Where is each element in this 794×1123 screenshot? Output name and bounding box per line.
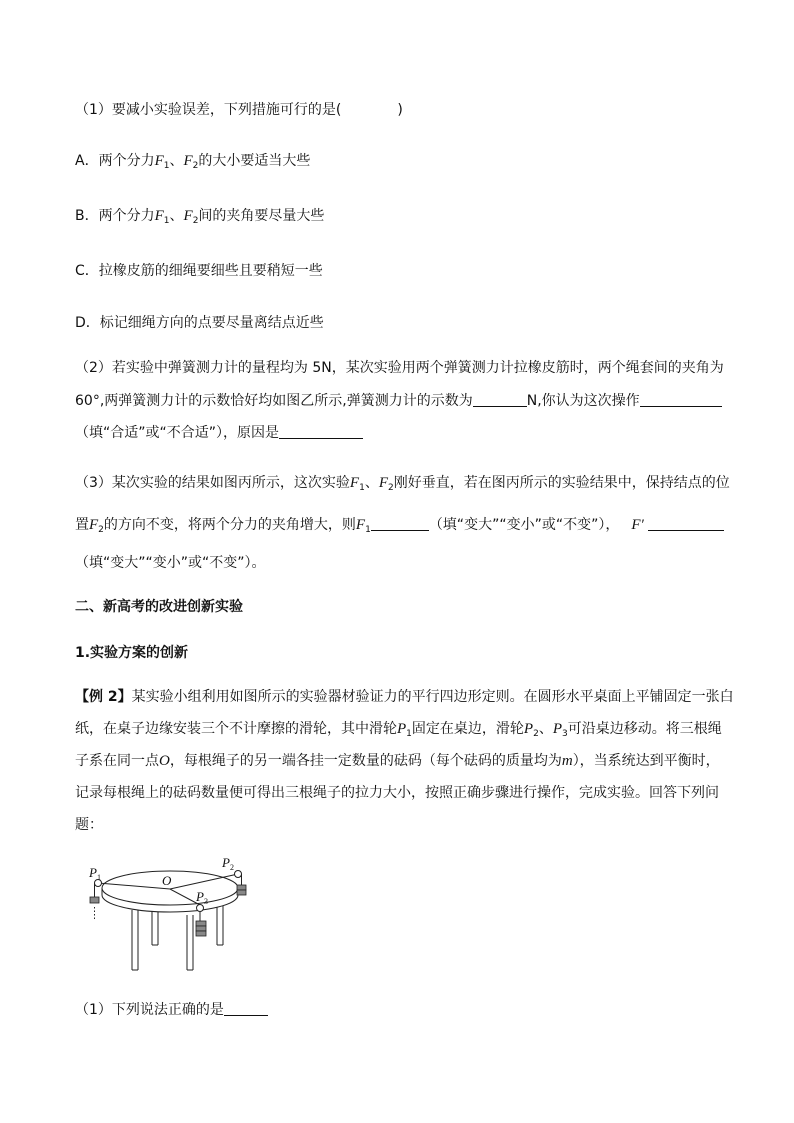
q2-line3: （填“合适”或“不合适”），原因是 [75, 423, 363, 443]
label-p3: P [196, 889, 204, 904]
svg-text:2: 2 [230, 863, 234, 872]
q3-line2: 置$F_2$的方向不变，将两个分力的夹角增大，则$F_1$ （填“变大”“变小”或“不变”）， F′ [75, 515, 724, 540]
answer-blank[interactable] [224, 1001, 268, 1016]
q-last: （1）下列说法正确的是 [75, 1000, 268, 1020]
q2-line1: （2）若实验中弹簧测力计的量程均为 5N，某次实验用两个弹簧测力计拉橡皮筋时，两个绳套间的夹角为 [75, 360, 724, 376]
example2-line3: 子系在同一点O，每根绳子的另一端各挂一定数量的砝码（每个砝码的质量均为m），当系统达到平衡时， [75, 753, 720, 769]
pulley-p2 [235, 871, 242, 878]
label-o: O [162, 873, 172, 888]
label-p2: P [222, 855, 230, 870]
answer-blank[interactable] [371, 516, 429, 531]
example2-line5: 题： [75, 817, 103, 833]
q1-option-a: A．两个分力$F_1$、$F_2$的大小要适当大些 [75, 153, 311, 171]
answer-blank[interactable] [648, 516, 724, 531]
q1-option-c: C．拉橡皮筋的细绳要细些且要稍短一些 [75, 263, 323, 279]
answer-blank[interactable] [640, 392, 722, 407]
weight-block [196, 931, 206, 936]
pulley-p3 [197, 905, 204, 912]
weight-block [237, 885, 246, 890]
weight-block [237, 890, 246, 895]
svg-text:1: 1 [97, 873, 101, 882]
q1-prompt: （1）要减小实验误差，下列措施可行的是( ) [75, 102, 403, 118]
q3-line3: （填“变大”“变小”或“不变”）。 [75, 555, 266, 571]
q3-line1: （3）某次实验的结果如图丙所示，这次实验$F_1$、$F_2$刚好垂直，若在图丙所示的实验结果中，保持结点的位 [75, 475, 730, 493]
section-heading: 二、新高考的改进创新实验 [75, 599, 243, 615]
table-figure-svg [72, 855, 262, 975]
q1-option-b: B．两个分力$F_1$、$F_2$间的夹角要尽量大些 [75, 208, 325, 226]
weight-block [196, 926, 206, 931]
label-p1: P [89, 865, 97, 880]
section-subheading: 1.实验方案的创新 [75, 645, 189, 661]
table-pulley-figure [72, 855, 262, 979]
svg-text:3: 3 [204, 897, 208, 906]
q2-line2: 60°,两弹簧测力计的示数恰好均如图乙所示,弹簧测力计的示数为 N,你认为这次操作 [75, 391, 722, 411]
example2-line2: 纸，在桌子边缘安装三个不计摩擦的滑轮，其中滑轮$P_1$固定在桌边，滑轮$P_2$、$P_3$可沿桌边移动。将三根绳 [75, 721, 722, 739]
weight-block [196, 921, 206, 926]
example2-line1: 【例 2】某实验小组利用如图所示的实验器材验证力的平行四边形定则。在圆形水平桌面上平铺固定一张白 [75, 689, 734, 705]
answer-blank[interactable] [279, 424, 363, 439]
q1-option-d: D．标记细绳方向的点要尽量离结点近些 [75, 315, 324, 331]
weight-block [90, 897, 99, 903]
example2-line4: 记录每根绳上的砝码数量便可得出三根绳子的拉力大小，按照正确步骤进行操作，完成实验。回答下列问 [75, 785, 719, 801]
answer-blank[interactable] [473, 392, 527, 407]
